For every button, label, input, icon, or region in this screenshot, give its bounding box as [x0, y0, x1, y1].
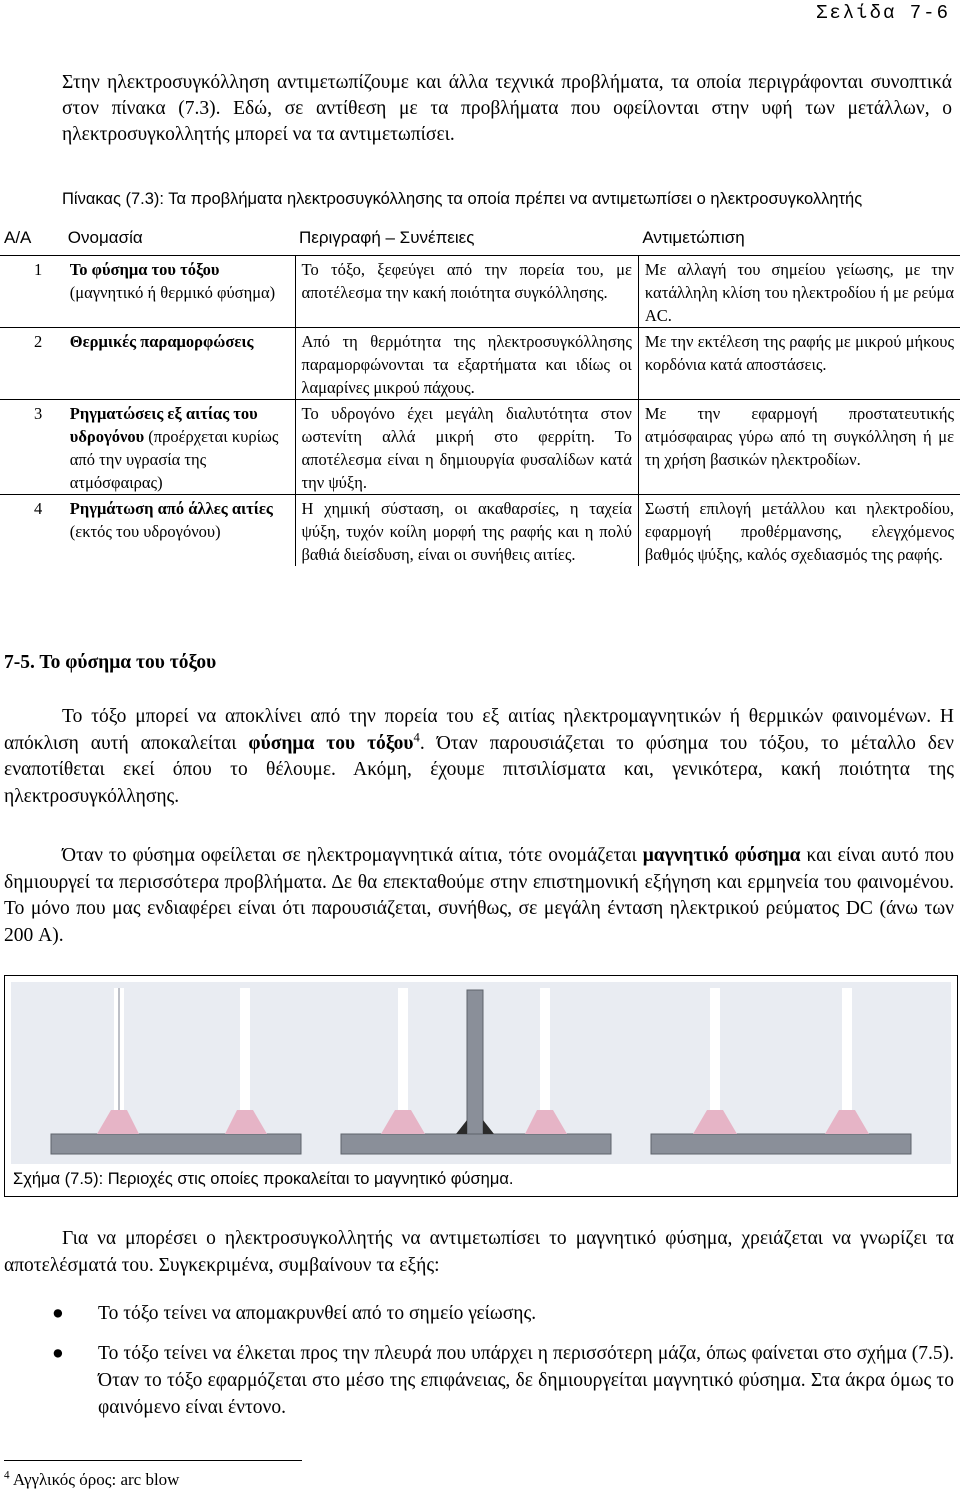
arc-blow-text-a: Το τόξο μπορεί να αποκλίνει από την πορεία του εξ αιτίας ηλεκτρομαγνητικών ή θερμικών φαινομένων. Η απόκλιση αυτή αποκαλείται — [4, 706, 954, 754]
blow-zone-right-right — [825, 1110, 869, 1134]
center-plate-assembly — [341, 988, 611, 1154]
arc-blow-text-b: . Όταν παρουσιάζεται το φύσημα του τόξου, το μέταλλο δεν εναποτίθεται εκεί όπου το θέλουμε. Ακόμη, έχουμε πιτσιλίσματα και, γενικότερα, κακή ποιότητα της ηλεκτροσυγκόλλησης. — [4, 732, 955, 807]
problem-remedy: Με την εφαρμογή προστατευτικής ατμόσφαιρας γύρω από τη συγκόλληση ή με τη χρήση βασικών ηλεκτροδίων. — [638, 400, 960, 495]
problem-name — [64, 328, 295, 400]
blow-zone-right-left — [693, 1110, 737, 1134]
left-plate-assembly — [51, 988, 301, 1154]
problem-description: Η χημική σύσταση, οι ακαθαρσίες, η ταχεία ψύξη, τυχόν κοίλη μορφή της ραφής και η πολύ βαθιά διείσδυση, είναι οι συνήθεις αιτίες. — [295, 495, 638, 567]
blow-zone-left — [97, 1110, 139, 1134]
base-plate — [51, 1134, 301, 1154]
base-plate-center — [341, 1134, 611, 1154]
table-header-row — [0, 222, 960, 256]
remedy-intro-paragraph: Για να μπορέσει ο ηλεκτροσυγκολλητής να αντιμετωπίσει το μαγνητικό φύσημα, χρειάζεται να γνωρίζει τα αποτελέσματά του. Συγκεκριμένα, συμβαίνουν τα εξής: — [4, 1228, 954, 1276]
table-row — [0, 400, 960, 495]
intro-paragraph — [62, 70, 952, 148]
section-title: 7-5. Το φύσημα του τόξου — [4, 652, 217, 673]
list-item — [52, 1300, 954, 1327]
blow-zone-center-left — [381, 1110, 425, 1134]
fillet-weld-right — [483, 1120, 494, 1134]
welding-problems-table — [0, 222, 960, 566]
blow-zone-center-right — [525, 1110, 567, 1134]
magnetic-blow-paragraph — [4, 843, 954, 949]
footnote — [4, 1470, 179, 1490]
weld-diagram — [11, 982, 951, 1164]
problem-name — [64, 495, 295, 567]
problem-name-bold: Το φύσημα του τόξου — [69, 260, 220, 279]
list-item — [52, 1340, 954, 1421]
arc-blow-paragraph — [4, 704, 954, 810]
row-number: 3 — [0, 400, 64, 495]
bullet-icon: ● — [52, 1303, 64, 1324]
vertical-plate — [467, 990, 483, 1134]
intro-text: Στην ηλεκτροσυγκόλληση αντιμετωπίζουμε και άλλα τεχνικά προβλήματα, τα οποία περιγράφονται συνοπτικά στον πίνακα (7.3). Εδώ, σε αντίθεση με τα προβλήματα που οφείλονται στην υφή των μετάλλων, ο ηλεκτροσυγκολλητής μπορεί να τα αντιμετωπίσει. — [62, 72, 952, 145]
magnetic-blow-term: μαγνητικό φύσημα — [642, 845, 801, 866]
arc-blow-term: φύσημα του τόξου — [248, 732, 414, 754]
problem-name-rest: (εκτός του υδρογόνου) — [69, 522, 221, 541]
bullet-icon: ● — [52, 1343, 64, 1364]
base-plate-right — [651, 1134, 911, 1154]
magnetic-blow-text-a: Όταν το φύσημα οφείλεται σε ηλεκτρομαγνητικά αίτια, τότε ονομάζεται — [62, 845, 643, 866]
fillet-weld-left — [456, 1120, 467, 1134]
problem-name-rest: (μαγνητικό ή θερμικό φύσημα) — [69, 283, 276, 302]
problem-remedy: Με την εκτέλεση της ραφής με μικρού μήκους κορδόνια κατά αποστάσεις. — [638, 328, 960, 400]
problem-remedy: Με αλλαγή του σημείου γείωσης, με την κατάλληλη κλίση του ηλεκτροδίου ή με ρεύμα AC. — [638, 256, 960, 328]
footnote-divider — [4, 1460, 302, 1461]
problem-description: Το τόξο, ξεφεύγει από την πορεία του, με αποτέλεσμα την κακή ποιότητα συγκόλλησης. — [295, 256, 638, 328]
list-item-text: Το τόξο τείνει να απομακρυνθεί από το σημείο γείωσης. — [98, 1303, 537, 1324]
footnote-ref: 4 — [413, 730, 420, 744]
row-number: 2 — [0, 328, 64, 400]
figure-caption: Σχήμα (7.5): Περιοχές στις οποίες προκαλείται το μαγνητικό φύσημα. — [13, 1170, 514, 1188]
right-plate-assembly — [651, 988, 911, 1154]
table-row — [0, 495, 960, 567]
row-number: 4 — [34, 499, 43, 518]
table-caption: Πίνακας (7.3): Τα προβλήματα ηλεκτροσυγκόλλησης τα οποία πρέπει να αντιμετωπίσει ο ηλεκτροσυγκολλητής — [62, 190, 863, 208]
table-row — [0, 328, 960, 400]
column-header-remedy: Αντιμετώπιση — [638, 222, 960, 256]
problem-name — [64, 256, 295, 328]
page-number-header: Σελίδα 7-6 — [815, 2, 950, 24]
problem-name-rest: (προέρχεται κυρίως από την υγρασία της ατμόσφαιρας) — [69, 427, 279, 492]
column-header-description: Περιγραφή – Συνέπειες — [295, 222, 638, 256]
problem-name-bold: Ρηγματώσεις εξ αιτίας του υδρογόνου — [69, 404, 258, 446]
footnote-mark: 4 — [4, 1469, 10, 1482]
problem-description: Από τη θερμότητα της ηλεκτροσυγκόλλησης παραμορφώνονται τα εξαρτήματα και ιδίως οι λαμαρίνες μικρού πάχους. — [295, 328, 638, 400]
problem-name-bold: Ρηγμάτωση από άλλες αιτίες — [69, 499, 273, 518]
table-row — [0, 256, 960, 328]
magnetic-blow-text-b: και είναι αυτό που δημιουργεί τα περισσότερα προβλήματα. Δε θα επεκταθούμε στην επιστημονική εξήγηση και ερμηνεία του φαινομένου. Το μόνο που μας ενδιαφέρει είναι ότι παρουσιάζεται, συνήθως, σε μεγάλη ένταση ηλεκτρικού ρεύματος DC (άνω των 200 A). — [4, 845, 954, 946]
footnote-text: Αγγλικός όρος: arc blow — [9, 1470, 180, 1489]
problem-name-bold: Θερμικές παραμορφώσεις — [69, 332, 254, 351]
figure-7-5 — [4, 975, 958, 1197]
column-header-index: Α/Α — [0, 222, 64, 256]
problem-remedy: Σωστή επιλογή μετάλλου και ηλεκτροδίου, εφαρμογή προθέρμανσης, ελεγχόμενος βαθμός ψύξης, καλός σχεδιασμός της ραφής. — [644, 499, 954, 564]
problem-description: Το υδρογόνο έχει μεγάλη διαλυτότητα στον ωστενίτη αλλά μικρή στο φερρίτη. Το αποτέλεσμα είναι η δημιουργία φυσαλίδων κατά την ψύξη. — [295, 400, 638, 495]
figure-illustration — [11, 982, 951, 1164]
list-item-text: Το τόξο τείνει να έλκεται προς την πλευρά που υπάρχει η περισσότερη μάζα, όπως φαίνεται στο σχήμα (7.5). Όταν το τόξο εφαρμόζεται στο μέσο της επιφάνειας, δε δημιουργείται μαγνητικό φύσημα. Στα άκρα όμως το φαινόμενο είναι έντονο. — [98, 1343, 954, 1418]
blow-zone-right — [225, 1110, 267, 1134]
column-header-name: Ονομασία — [64, 222, 295, 256]
row-number: 1 — [0, 256, 64, 328]
problem-name — [64, 400, 295, 495]
